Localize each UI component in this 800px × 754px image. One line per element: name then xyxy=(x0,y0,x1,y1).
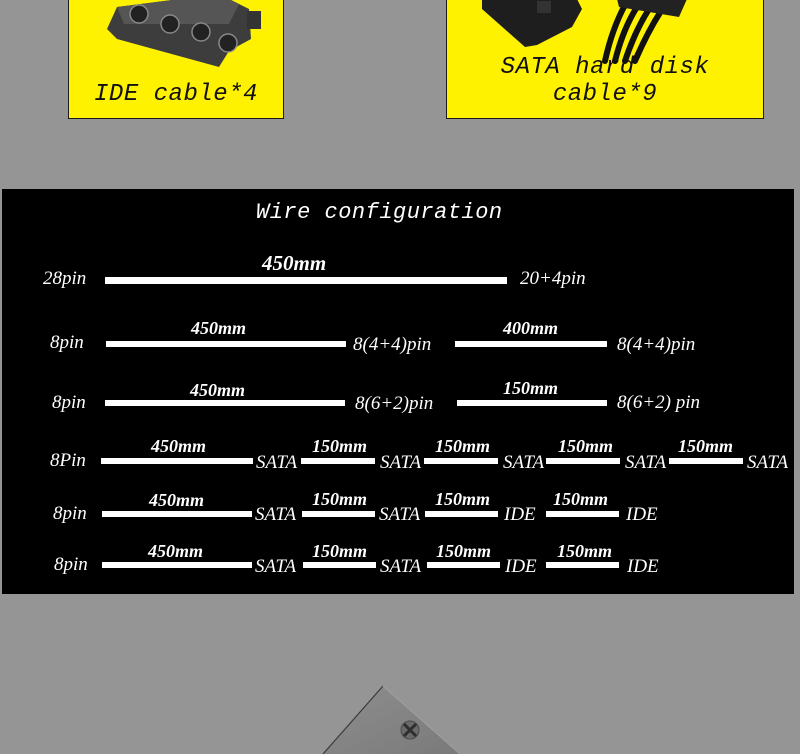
wire-line xyxy=(427,562,500,568)
wire-length: 150mm xyxy=(312,436,368,456)
wire-line xyxy=(455,341,607,347)
connector-label: IDE xyxy=(626,504,658,525)
wire-line xyxy=(102,562,252,568)
wire-length: 450mm xyxy=(148,541,204,561)
wire-length: 450mm xyxy=(151,436,207,456)
wire-length: 150mm xyxy=(678,436,734,456)
wire-length: 150mm xyxy=(312,489,368,509)
wire-line xyxy=(105,400,345,406)
wire-line xyxy=(424,458,498,464)
connector-label: 8(6+2)pin xyxy=(355,393,434,414)
wire-line xyxy=(302,511,375,517)
connector-label: 8pin xyxy=(53,503,87,524)
wire-length: 150mm xyxy=(435,436,491,456)
connector-label: 8pin xyxy=(50,332,84,353)
wire-line xyxy=(102,511,252,517)
wire-length: 450mm xyxy=(262,251,327,275)
wire-length: 400mm xyxy=(503,318,559,338)
wire-length: 150mm xyxy=(503,378,559,398)
wire-line xyxy=(546,511,619,517)
wire-line xyxy=(669,458,743,464)
connector-label: SATA xyxy=(256,452,298,473)
wire-length: 450mm xyxy=(190,380,246,400)
connector-label: SATA xyxy=(380,556,422,577)
connector-label: 8(6+2) pin xyxy=(617,392,701,413)
connector-label: 8(4+4)pin xyxy=(353,334,432,355)
connector-label: IDE xyxy=(504,504,536,525)
wire-line xyxy=(106,341,346,347)
wire-line xyxy=(101,458,253,464)
wire-length: 450mm xyxy=(191,318,247,338)
wire-line xyxy=(303,562,376,568)
wire-line xyxy=(457,400,607,406)
connector-label: 8pin xyxy=(52,392,86,413)
wire-length: 150mm xyxy=(553,489,609,509)
connector-label: SATA xyxy=(503,452,545,473)
wire-line xyxy=(546,562,619,568)
wire-line xyxy=(546,458,620,464)
screw-icon xyxy=(401,721,419,739)
connector-label: 8Pin xyxy=(50,450,86,471)
molex-connector-icon xyxy=(69,0,284,69)
wire-length: 150mm xyxy=(435,489,491,509)
connector-label: IDE xyxy=(505,556,537,577)
connector-label: 8pin xyxy=(54,554,88,575)
wire-line xyxy=(425,511,498,517)
ide-cable-caption: IDE cable*4 xyxy=(94,81,258,108)
wire-configuration-title: Wire configuration xyxy=(256,200,503,225)
connector-label: SATA xyxy=(747,452,789,473)
connector-label: SATA xyxy=(255,556,297,577)
connector-label: SATA xyxy=(379,504,421,525)
connector-label: 20+4pin xyxy=(520,268,586,289)
connector-label: SATA xyxy=(255,504,297,525)
wire-length: 450mm xyxy=(149,490,205,510)
wire-length: 150mm xyxy=(558,436,614,456)
wire-line xyxy=(301,458,375,464)
wire-length: 150mm xyxy=(436,541,492,561)
wire-length: 150mm xyxy=(312,541,368,561)
wire-length: 150mm xyxy=(557,541,613,561)
connector-label: SATA xyxy=(625,452,667,473)
ide-cable-panel xyxy=(68,0,284,119)
connector-label: 8(4+4)pin xyxy=(617,334,696,355)
connector-label: SATA xyxy=(380,452,422,473)
sata-cable-caption: SATA hard disk cable*9 xyxy=(500,54,710,108)
wire-line xyxy=(105,277,507,284)
connector-label: 28pin xyxy=(43,268,87,289)
sata-cable-panel xyxy=(446,0,764,119)
connector-label: IDE xyxy=(627,556,659,577)
